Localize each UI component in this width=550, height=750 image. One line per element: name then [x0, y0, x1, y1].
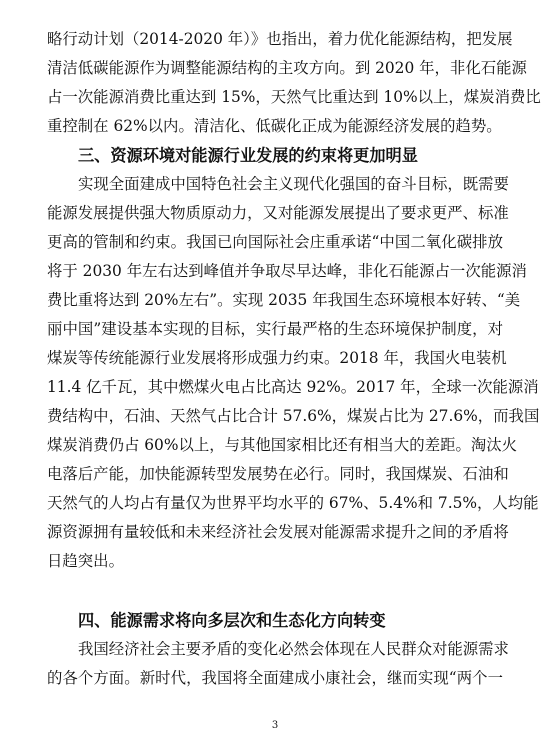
section-heading: 四、能源需求将向多层次和生态化方向转变 [78, 611, 386, 630]
text-line: 费比重将达到 20%左右”。实现 2035 年我国生态环境根本好转、“美 [47, 291, 521, 309]
text-line: 天然气的人均占有量仅为世界平均水平的 67%、5.4%和 7.5%，人均能 [47, 494, 539, 512]
text-line: 丽中国”建设基本实现的目标，实行最严格的生态环境保护制度，对 [47, 320, 503, 338]
text-line: 占一次能源消费比重达到 15%，天然气比重达到 10%以上，煤炭消费比 [47, 88, 541, 106]
text-line: 日趋突出。 [47, 552, 124, 570]
text-line: 能源发展提供强大物质原动力，又对能源发展提出了要求更严、标准 [47, 204, 509, 222]
text-line: 实现全面建成中国特色社会主义现代化强国的奋斗目标，既需要 [78, 175, 509, 193]
text-line: 略行动计划（2014-2020 年）》也指出，着力优化能源结构，把发展 [47, 30, 513, 48]
text-line: 源资源拥有量较低和未来经济社会发展对能源需求提升之间的矛盾将 [47, 523, 509, 541]
text-line: 的各个方面。新时代，我国将全面建成小康社会，继而实现“两个一 [47, 669, 503, 687]
text-line: 重控制在 62%以内。清洁化、低碳化正成为能源经济发展的趋势。 [47, 117, 502, 135]
text-line: 清洁低碳能源作为调整能源结构的主攻方向。到 2020 年，非化石能源 [47, 59, 527, 77]
text-line: 煤炭消费仍占 60%以上，与其他国家相比还有相当大的差距。淘汰火 [47, 436, 518, 454]
text-line: 费结构中，石油、天然气占比合计 57.6%，煤炭占比为 27.6%，而我国 [47, 407, 540, 425]
text-line: 煤炭等传统能源行业发展将形成强力约束。2018 年，我国火电装机 [47, 349, 507, 367]
text-line: 将于 2030 年左右达到峰值并争取尽早达峰，非化石能源占一次能源消 [47, 262, 527, 280]
text-line: 电落后产能，加快能源转型发展势在必行。同时，我国煤炭、石油和 [47, 465, 509, 483]
text-line: 11.4 亿千瓦，其中燃煤火电占比高达 92%。2017 年，全球一次能源消 [47, 378, 539, 396]
page-number: 3 [271, 720, 279, 731]
section-heading: 三、资源环境对能源行业发展的约束将更加明显 [78, 146, 418, 165]
text-line: 我国经济社会主要矛盾的变化必然会体现在人民群众对能源需求 [78, 640, 509, 658]
text-line: 更高的管制和约束。我国已向国际社会庄重承诺“中国二氧化碳排放 [47, 233, 503, 251]
